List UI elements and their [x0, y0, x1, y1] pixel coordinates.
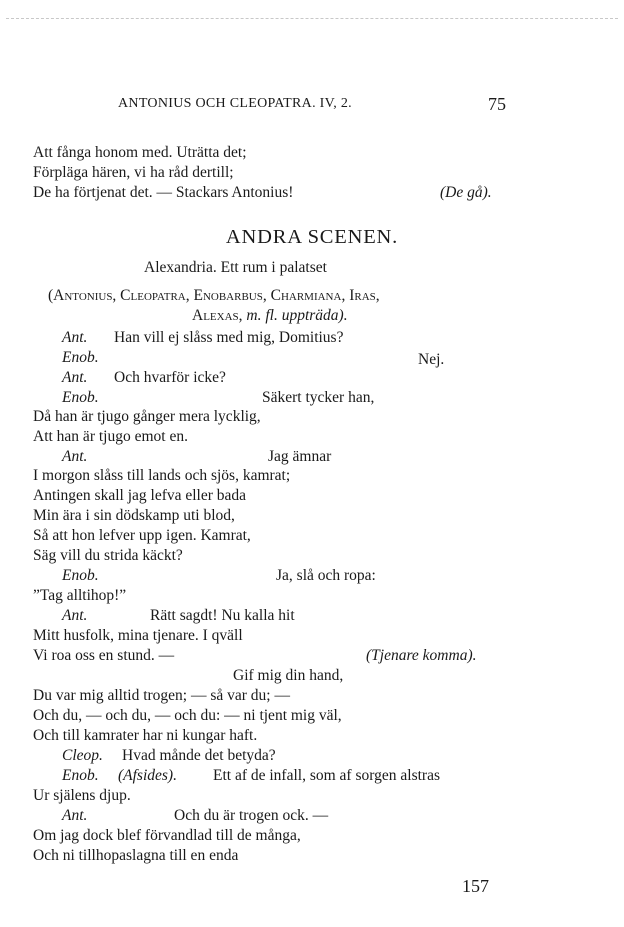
speaker: Ant.	[62, 448, 88, 465]
verse-line: Antingen skall jag lefva eller bada	[33, 487, 247, 504]
aside-direction: (Afsides).	[118, 767, 177, 784]
page-number: 75	[488, 94, 506, 114]
speaker: Enob.	[62, 767, 99, 784]
verse-line: Att han är tjugo emot en.	[33, 428, 188, 445]
speech-text: Jag ämnar	[268, 448, 332, 465]
verse-line: Och du, — och du, — och du: — ni tjent mig väl,	[33, 707, 342, 724]
verse-line: Säg vill du strida käckt?	[33, 547, 183, 564]
scan-edge-line	[6, 18, 618, 19]
verse-line: Min ära i sin dödskamp uti blod,	[33, 507, 235, 524]
speaker: Enob.	[62, 389, 99, 406]
persons-name: Alexas,	[192, 307, 243, 324]
speech-text: Nej.	[418, 351, 445, 368]
verse-line: Och till kamrater har ni kungar haft.	[33, 727, 258, 744]
speaker: Cleop.	[62, 747, 103, 764]
verse-line: Du var mig alltid trogen; — så var du; —	[33, 687, 290, 704]
verse-line: Om jag dock blef förvandlad till de många,	[33, 827, 301, 844]
verse-line: Gif mig din hand,	[233, 667, 344, 684]
speaker: Enob.	[62, 349, 99, 366]
speech-text: Ja, slå och ropa:	[276, 567, 376, 584]
speech-text: Rätt sagdt! Nu kalla hit	[150, 607, 295, 624]
verse-line: Så att hon lefver upp igen. Kamrat,	[33, 527, 251, 544]
persons-line: (Antonius, Cleopatra, Enobarbus, Charmiana, Iras,	[48, 287, 380, 304]
verse-line: De ha förtjenat det. — Stackars Antonius!	[33, 184, 294, 201]
verse-line: Då han är tjugo gånger mera lycklig,	[33, 408, 261, 425]
speech-text: Han vill ej slåss med mig, Domitius?	[114, 329, 344, 346]
speech-text: Hvad månde det betyda?	[122, 747, 276, 764]
stage-direction: (Tjenare komma).	[366, 647, 477, 664]
verse-line: Förpläga hären, vi ha råd dertill;	[33, 164, 234, 181]
speaker: Ant.	[62, 607, 88, 624]
running-title: ANTONIUS OCH CLEOPATRA. IV, 2.	[118, 96, 352, 111]
verse-line: ”Tag alltihop!”	[33, 587, 127, 604]
verse-line: Mitt husfolk, mina tjenare. I qväll	[33, 627, 243, 644]
verse-line: Ur själens djup.	[33, 787, 131, 804]
speech-text: Ett af de infall, som af sorgen alstras	[213, 767, 440, 784]
verse-line: Vi roa oss en stund. —	[33, 647, 175, 664]
signature-number: 157	[462, 876, 489, 896]
speech-text: Och hvarför icke?	[114, 369, 226, 386]
speech-text: Och du är trogen ock. —	[174, 807, 329, 824]
speaker: Ant.	[62, 329, 88, 346]
speaker: Ant.	[62, 807, 88, 824]
scene-title: ANDRA SCENEN.	[225, 226, 399, 248]
persons-direction: m. fl. uppträda).	[246, 307, 348, 324]
speaker: Enob.	[62, 567, 99, 584]
verse-line: Att fånga honom med. Uträtta det;	[33, 144, 247, 161]
stage-direction: (De gå).	[440, 184, 492, 201]
speech-text: Säkert tycker han,	[262, 389, 375, 406]
scene-setting: Alexandria. Ett rum i palatset	[144, 259, 327, 276]
verse-line: Och ni tillhopaslagna till en enda	[33, 847, 239, 864]
speaker: Ant.	[62, 369, 88, 386]
persons-line-2	[192, 306, 348, 326]
verse-line: I morgon slåss till lands och sjös, kamrat;	[33, 467, 291, 484]
